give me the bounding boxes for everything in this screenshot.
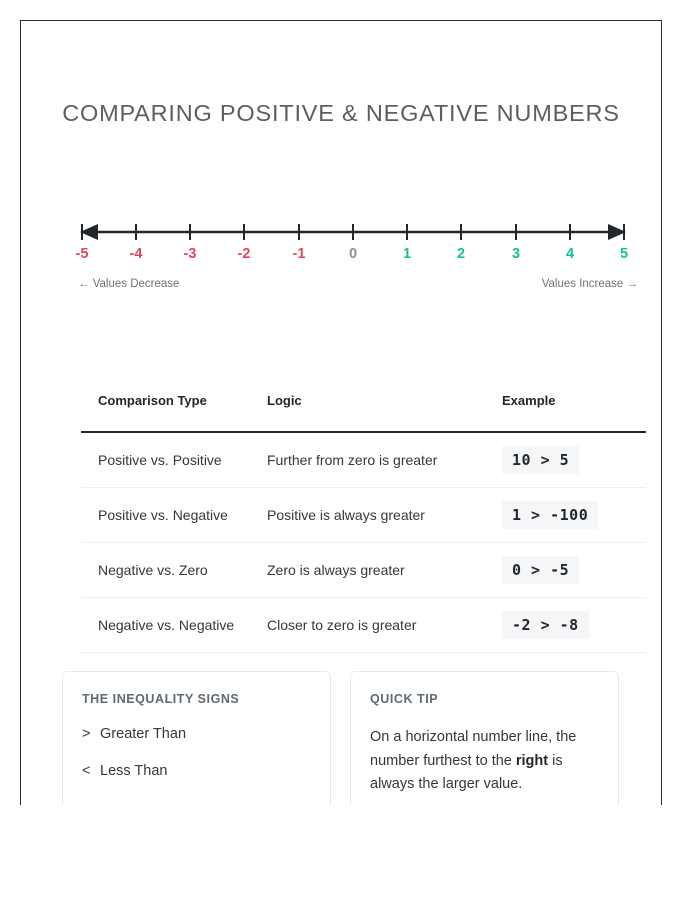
quick-tip-text-before: On a horizontal number line, the number furthest to the bbox=[370, 729, 577, 769]
cell-logic: Closer to zero is greater bbox=[267, 617, 417, 633]
cell-logic: Zero is always greater bbox=[267, 562, 405, 578]
number-line-label-neg4: -4 bbox=[129, 246, 143, 262]
number-line-label-pos2: 2 bbox=[456, 246, 466, 262]
quick-tip-body bbox=[370, 726, 599, 797]
number-line-axis-svg bbox=[58, 206, 648, 246]
cell-comparison-type: Negative vs. Negative bbox=[98, 617, 235, 633]
cell-logic: Positive is always greater bbox=[267, 507, 425, 523]
number-line-label-neg2: -2 bbox=[237, 246, 251, 262]
table-row bbox=[81, 433, 646, 488]
quick-tip-text-after: is always the larger value. bbox=[370, 752, 563, 793]
table-row bbox=[81, 488, 646, 543]
greater-than-icon: > bbox=[82, 726, 91, 742]
sign-label: Greater Than bbox=[100, 726, 187, 742]
column-header-logic: Logic bbox=[267, 393, 302, 408]
quick-tip-text-bold: right bbox=[515, 752, 549, 769]
sign-label: Less Than bbox=[100, 763, 168, 779]
number-line bbox=[58, 206, 648, 311]
cell-example bbox=[502, 446, 646, 474]
number-line-label-zero: 0 bbox=[348, 246, 358, 262]
inequality-signs-card bbox=[62, 671, 331, 805]
number-line-label-pos1: 1 bbox=[402, 246, 412, 262]
table-row bbox=[81, 543, 646, 598]
column-header-comparison-type: Comparison Type bbox=[98, 393, 207, 408]
number-line-label-pos4: 4 bbox=[565, 246, 575, 262]
cell-example bbox=[502, 611, 646, 639]
values-decrease-hint: ← Values Decrease bbox=[78, 278, 180, 290]
sign-item-less-than bbox=[82, 763, 311, 779]
cell-comparison-type: Positive vs. Negative bbox=[98, 507, 228, 523]
quick-tip-card-title: QUICK TIP bbox=[370, 692, 439, 706]
sign-item-greater-than bbox=[82, 726, 311, 742]
inequality-signs-card-title: THE INEQUALITY SIGNS bbox=[82, 692, 240, 706]
example-code-chip: -2 > -8 bbox=[502, 611, 589, 639]
number-line-label-neg5: -5 bbox=[75, 246, 89, 262]
cell-comparison-type: Positive vs. Positive bbox=[98, 452, 222, 468]
number-line-label-neg3: -3 bbox=[183, 246, 197, 262]
number-line-label-pos3: 3 bbox=[511, 246, 521, 262]
less-than-icon: < bbox=[82, 763, 91, 779]
table-header-row bbox=[81, 391, 646, 433]
number-line-label-pos5: 5 bbox=[619, 246, 629, 262]
example-code-chip: 0 > -5 bbox=[502, 556, 579, 584]
info-cards bbox=[62, 671, 622, 805]
cell-comparison-type: Negative vs. Zero bbox=[98, 562, 208, 578]
number-line-labels bbox=[58, 244, 648, 264]
column-header-example: Example bbox=[502, 393, 556, 408]
document-page bbox=[20, 20, 662, 805]
number-line-label-neg1: -1 bbox=[292, 246, 306, 262]
cell-logic: Further from zero is greater bbox=[267, 452, 438, 468]
quick-tip-card bbox=[350, 671, 619, 805]
comparison-table bbox=[81, 391, 646, 653]
cell-example bbox=[502, 501, 646, 529]
example-code-chip: 10 > 5 bbox=[502, 446, 579, 474]
example-code-chip: 1 > -100 bbox=[502, 501, 598, 529]
cell-example bbox=[502, 556, 646, 584]
values-increase-hint: Values Increase → bbox=[541, 278, 638, 290]
table-row bbox=[81, 598, 646, 653]
page-title: COMPARING POSITIVE & NEGATIVE NUMBERS bbox=[62, 100, 620, 126]
